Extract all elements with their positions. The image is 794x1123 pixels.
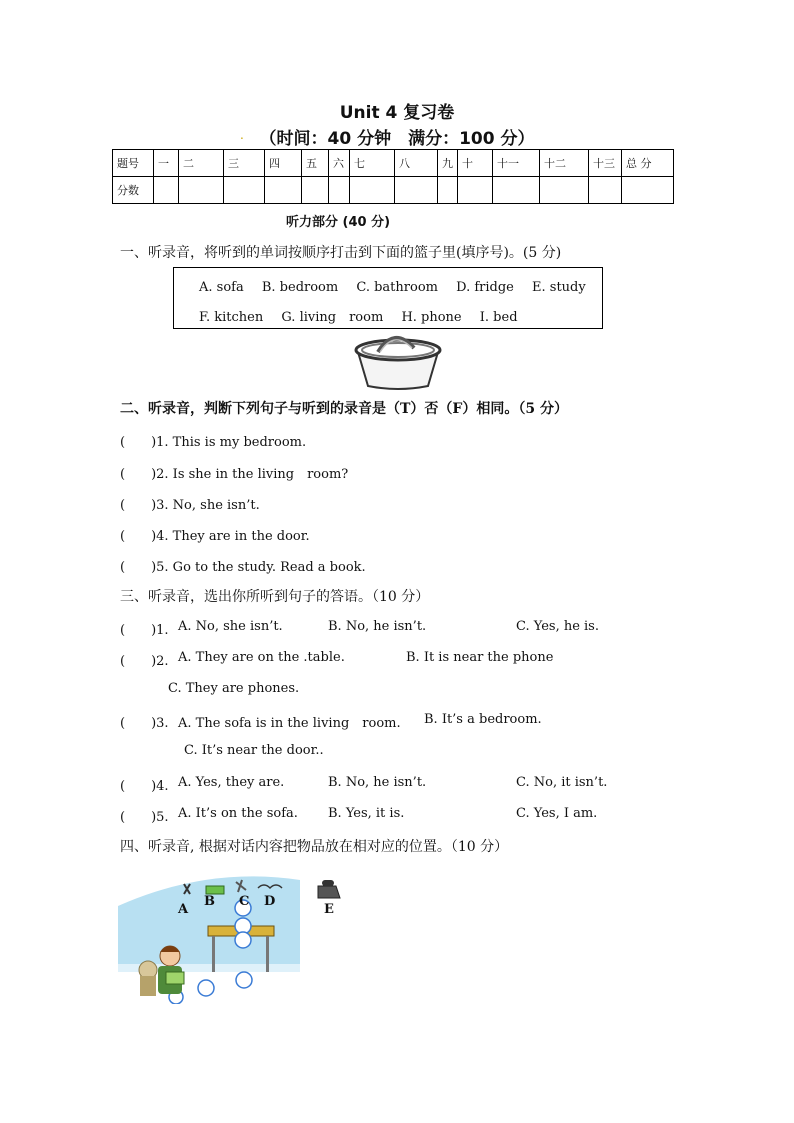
question-number: ( )2. [120,654,169,669]
score-header-cell: 九 [438,150,458,177]
word-row-2 [199,306,532,325]
score-table [112,149,674,204]
label-b: B [204,894,215,909]
option-c: C. No, it isn’t. [516,775,608,790]
decorative-dot: . [240,128,244,142]
score-cell [350,177,395,204]
score-header-cell: 四 [265,150,302,177]
score-cell [622,177,674,204]
choice-question-2 [120,650,760,700]
word-option: C. bathroom [356,280,438,295]
page-title: Unit 4 复习卷 [339,103,455,123]
score-cell [458,177,493,204]
score-header-row [113,150,674,177]
question-number: ( )4. [120,779,169,794]
section3-heading: 三、听录音，选出你所听到句子的答语。（10 分） [120,589,430,605]
option-a: A. They are on the .table. [178,650,345,665]
word-option: I. bed [479,310,518,325]
score-header-cell: 六 [329,150,350,177]
score-value-row [113,177,674,204]
score-header-cell: 三 [224,150,265,177]
tf-item: ( )5. Go to the study. Read a book. [120,560,366,575]
label-c: C [239,894,250,909]
label-a: A [178,902,189,917]
option-b: B. No, he isn’t. [328,619,427,634]
option-c: C. They are phones. [168,681,300,696]
score-header-cell: 一 [154,150,179,177]
option-b: B. No, he isn’t. [328,775,427,790]
question-number: ( )5. [120,810,169,825]
word-box [173,267,603,329]
score-cell [493,177,540,204]
score-cell [438,177,458,204]
basket-icon [350,330,446,392]
option-a: A. It’s on the sofa. [178,806,298,821]
word-option: E. study [532,280,586,295]
score-header-cell: 十 [458,150,493,177]
choice-question-5 [120,806,760,824]
tf-item: ( )4. They are in the door. [120,529,310,544]
choice-question-4 [120,775,760,793]
choice-question-3 [120,712,760,762]
option-a: A. The sofa is in the living room. [178,716,401,731]
room-illustration [118,872,358,1004]
room-background [118,872,358,1004]
question-number: ( )1. [120,623,169,638]
score-cell [329,177,350,204]
score-cell [179,177,224,204]
score-cell [540,177,589,204]
score-header-cell: 五 [302,150,329,177]
score-cell [154,177,179,204]
choice-question-1 [120,619,760,637]
tf-item: ( )2. Is she in the living room? [120,467,349,482]
score-header-cell: 十二 [540,150,589,177]
option-c: C. Yes, he is. [516,619,599,634]
section1-heading: 一、听录音，将听到的单词按顺序打击到下面的篮子里(填序号)。(5 分) [120,245,562,261]
option-c: C. It’s near the door.. [184,743,324,758]
score-header-cell: 二 [179,150,224,177]
score-cell [224,177,265,204]
tf-item: ( )1. This is my bedroom. [120,435,307,450]
score-header-cell: 七 [350,150,395,177]
score-header-cell: 八 [395,150,438,177]
word-option: D. fridge [456,280,514,295]
word-row-1 [199,280,600,295]
word-option: F. kitchen [199,310,264,325]
label-e: E [324,902,334,917]
section4-heading: 四、听录音, 根据对话内容把物品放在相对应的位置。（10 分） [120,839,509,855]
option-b: B. Yes, it is. [328,806,405,821]
word-option: B. bedroom [261,280,339,295]
score-cell [265,177,302,204]
listening-section-title: 听力部分 (40 分) [286,215,391,230]
word-option: G. living room [281,310,384,325]
option-c: C. Yes, I am. [516,806,598,821]
label-d: D [264,894,276,909]
option-b: B. It is near the phone [406,650,554,665]
question-number: ( )3. [120,716,169,731]
score-cell [395,177,438,204]
option-a: A. Yes, they are. [178,775,285,790]
word-option: H. phone [401,310,462,325]
option-b: B. It’s a bedroom. [424,712,542,727]
score-cell [589,177,622,204]
score-header-cell: 总 分 [622,150,674,177]
tf-item: ( )3. No, she isn’t. [120,498,260,513]
score-header-cell: 题号 [113,150,154,177]
word-option: A. sofa [199,280,244,295]
option-a: A. No, she isn’t. [178,619,283,634]
score-cell [302,177,329,204]
score-label-cell: 分数 [113,177,154,204]
score-header-cell: 十一 [493,150,540,177]
score-header-cell: 十三 [589,150,622,177]
section2-heading: 二、听录音，判断下列句子与听到的录音是（T）否（F）相同。（5 分） [120,401,568,417]
page-subtitle: （时间：40 分钟 满分：100 分） [259,129,535,149]
